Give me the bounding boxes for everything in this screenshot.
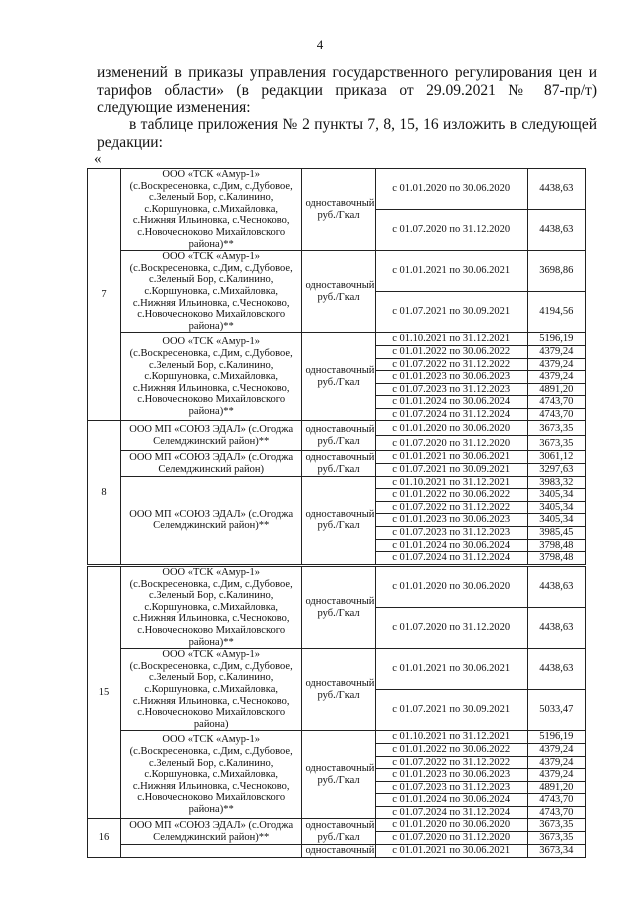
item-number: 15 xyxy=(88,567,121,819)
tariff-period: с 01.10.2021 по 31.12.2021 xyxy=(375,333,527,346)
tariff-value: 3673,35 xyxy=(527,421,585,436)
tariff-period: с 01.07.2020 по 31.12.2020 xyxy=(375,436,527,451)
tariff-period: с 01.07.2020 по 31.12.2020 xyxy=(375,210,527,251)
tariff-unit: одноставочный xyxy=(302,844,375,857)
tariff-value: 4438,63 xyxy=(527,169,585,210)
tariff-value: 3673,35 xyxy=(527,436,585,451)
tariff-value: 4891,20 xyxy=(527,781,585,794)
tariff-period: с 01.07.2024 по 31.12.2024 xyxy=(375,806,527,819)
tariff-period: с 01.01.2022 по 30.06.2022 xyxy=(375,743,527,756)
organization-name: ООО МП «СОЮЗ ЭДАЛ» (с.Огоджа Селемджинский район)** xyxy=(120,819,302,844)
tariff-period: с 01.07.2020 по 31.12.2020 xyxy=(375,608,527,649)
table-row xyxy=(88,333,586,346)
page-number: 4 xyxy=(316,37,324,52)
tariff-value: 4194,56 xyxy=(527,292,585,333)
tariff-table-2 xyxy=(87,566,586,858)
item-number: 8 xyxy=(88,421,121,564)
tariff-period: с 01.10.2021 по 31.12.2021 xyxy=(375,731,527,744)
tariff-value: 4379,24 xyxy=(527,756,585,769)
table-row xyxy=(88,844,586,857)
organization-name: ООО «ТСК «Амур-1» (с.Воскресеновка, с.Дим, с.Дубовое, с.Зеленый Бор, с.Калинино, с.Коршуновка, с.Михайловка, с.Нижняя Ильиновка, с.Чесноково, с.Новочесноково Михайловского района)** xyxy=(120,731,302,819)
tariff-period: с 01.01.2021 по 30.06.2021 xyxy=(375,451,527,464)
tariff-table-1 xyxy=(87,168,586,565)
opening-quote: « xyxy=(94,151,102,167)
tariff-value: 4438,63 xyxy=(527,567,585,608)
tariff-period: с 01.07.2023 по 31.12.2023 xyxy=(375,527,527,540)
tariff-period: с 01.01.2021 по 30.06.2021 xyxy=(375,844,527,857)
organization-name: ООО «ТСК «Амур-1» (с.Воскресеновка, с.Дим, с.Дубовое, с.Зеленый Бор, с.Калинино, с.Коршуновка, с.Михайловка, с.Нижняя Ильиновка, с.Чесноково, с.Новочесноково Михайловского района)** xyxy=(120,333,302,421)
organization-name xyxy=(120,844,302,857)
tariff-unit: одноставочный руб./Гкал xyxy=(302,333,375,421)
tariff-period: с 01.01.2024 по 30.06.2024 xyxy=(375,539,527,552)
organization-name: ООО «ТСК «Амур-1» (с.Воскресеновка, с.Дим, с.Дубовое, с.Зеленый Бор, с.Калинино, с.Коршуновка, с.Михайловка, с.Нижняя Ильиновка, с.Чесноково, с.Новочесноково Михайловского района) xyxy=(120,649,302,731)
tariff-period: с 01.07.2023 по 31.12.2023 xyxy=(375,383,527,396)
tariff-period: с 01.01.2021 по 30.06.2021 xyxy=(375,251,527,292)
instruction-paragraph: в таблице приложения № 2 пункты 7, 8, 15, 16 изложить в следующей редакции: xyxy=(97,116,597,151)
table-row xyxy=(88,567,586,608)
organization-name: ООО «ТСК «Амур-1» (с.Воскресеновка, с.Дим, с.Дубовое, с.Зеленый Бор, с.Калинино, с.Коршуновка, с.Михайловка, с.Нижняя Ильиновка, с.Чесноково, с.Новочесноково Михайловского района)** xyxy=(120,251,302,333)
tariff-value: 3405,34 xyxy=(527,489,585,502)
tariff-value: 4379,24 xyxy=(527,743,585,756)
tariff-unit: одноставочный руб./Гкал xyxy=(302,251,375,333)
table-row xyxy=(88,421,586,436)
tariff-period: с 01.01.2020 по 30.06.2020 xyxy=(375,169,527,210)
tariff-period: с 01.07.2021 по 30.09.2021 xyxy=(375,464,527,477)
organization-name: ООО МП «СОЮЗ ЭДАЛ» (с.Огоджа Селемджинский район)** xyxy=(120,476,302,564)
tariff-period: с 01.01.2023 по 30.06.2023 xyxy=(375,371,527,384)
tariff-period: с 01.07.2021 по 30.09.2021 xyxy=(375,690,527,731)
tariff-unit: одноставочный руб./Гкал xyxy=(302,819,375,844)
tariff-unit: одноставочный руб./Гкал xyxy=(302,451,375,476)
tariff-period: с 01.07.2024 по 31.12.2024 xyxy=(375,408,527,421)
tariff-value: 4743,70 xyxy=(527,396,585,409)
item-number: 16 xyxy=(88,819,121,857)
tariff-value: 5033,47 xyxy=(527,690,585,731)
tariff-unit: одноставочный руб./Гкал xyxy=(302,169,375,251)
tariff-value: 4438,63 xyxy=(527,210,585,251)
tariff-value: 4379,24 xyxy=(527,358,585,371)
tariff-period: с 01.07.2024 по 31.12.2024 xyxy=(375,552,527,565)
tariff-value: 4379,24 xyxy=(527,345,585,358)
tariff-period: с 01.01.2023 по 30.06.2023 xyxy=(375,769,527,782)
tariff-unit: одноставочный руб./Гкал xyxy=(302,567,375,649)
organization-name: ООО МП «СОЮЗ ЭДАЛ» (с.Огоджа Селемджинский район) xyxy=(120,451,302,476)
tariff-period: с 01.01.2020 по 30.06.2020 xyxy=(375,567,527,608)
tariff-period: с 01.01.2023 по 30.06.2023 xyxy=(375,514,527,527)
tariff-period: с 01.07.2020 по 31.12.2020 xyxy=(375,832,527,845)
tariff-period: с 01.10.2021 по 31.12.2021 xyxy=(375,476,527,489)
item-number: 7 xyxy=(88,169,121,421)
tariff-value: 3673,35 xyxy=(527,819,585,832)
tariff-unit: одноставочный руб./Гкал xyxy=(302,731,375,819)
table-row xyxy=(88,169,586,210)
tariff-period: с 01.01.2022 по 30.06.2022 xyxy=(375,345,527,358)
tariff-value: 3798,48 xyxy=(527,552,585,565)
tariff-value: 3405,34 xyxy=(527,514,585,527)
tariff-value: 3297,63 xyxy=(527,464,585,477)
intro-paragraph: изменений в приказы управления государственного регулирования цен и тарифов области» (в редакции приказа от 29.09.2021 № 87-пр/т) следующие изменения: xyxy=(97,64,597,116)
tariff-unit: одноставочный руб./Гкал xyxy=(302,649,375,731)
tariff-value: 3798,48 xyxy=(527,539,585,552)
tariff-period: с 01.07.2022 по 31.12.2022 xyxy=(375,756,527,769)
tariff-period: с 01.07.2021 по 30.09.2021 xyxy=(375,292,527,333)
table-row xyxy=(88,476,586,489)
tariff-value: 4891,20 xyxy=(527,383,585,396)
table-row xyxy=(88,819,586,832)
table-row xyxy=(88,731,586,744)
tariff-value: 4438,63 xyxy=(527,649,585,690)
tariff-value: 4743,70 xyxy=(527,408,585,421)
tariff-period: с 01.01.2022 по 30.06.2022 xyxy=(375,489,527,502)
tariff-value: 3405,34 xyxy=(527,501,585,514)
tariff-period: с 01.01.2024 по 30.06.2024 xyxy=(375,396,527,409)
organization-name: ООО «ТСК «Амур-1» (с.Воскресеновка, с.Дим, с.Дубовое, с.Зеленый Бор, с.Калинино, с.Коршуновка, с.Михайловка, с.Нижняя Ильиновка, с.Чесноково, с.Новочесноково Михайловского района)** xyxy=(120,567,302,649)
tariff-period: с 01.07.2023 по 31.12.2023 xyxy=(375,781,527,794)
tariff-value: 4379,24 xyxy=(527,371,585,384)
tariff-value: 3698,86 xyxy=(527,251,585,292)
tariff-unit: одноставочный руб./Гкал xyxy=(302,421,375,451)
tariff-unit: одноставочный руб./Гкал xyxy=(302,476,375,564)
table-row xyxy=(88,251,586,292)
tariff-period: с 01.01.2024 по 30.06.2024 xyxy=(375,794,527,807)
tariff-value: 4438,63 xyxy=(527,608,585,649)
tariff-value: 3983,32 xyxy=(527,476,585,489)
tariff-period: с 01.07.2022 по 31.12.2022 xyxy=(375,358,527,371)
tariff-value: 3061,12 xyxy=(527,451,585,464)
table-row xyxy=(88,451,586,464)
tariff-value: 4379,24 xyxy=(527,769,585,782)
organization-name: ООО «ТСК «Амур-1» (с.Воскресеновка, с.Дим, с.Дубовое, с.Зеленый Бор, с.Калинино, с.Коршуновка, с.Михайловка, с.Нижняя Ильиновка, с.Чесноково, с.Новочесноково Михайловского района)** xyxy=(120,169,302,251)
organization-name: ООО МП «СОЮЗ ЭДАЛ» (с.Огоджа Селемджинский район)** xyxy=(120,421,302,451)
tariff-value: 5196,19 xyxy=(527,333,585,346)
tariff-period: с 01.01.2020 по 30.06.2020 xyxy=(375,421,527,436)
tariff-value: 3673,34 xyxy=(527,844,585,857)
tariff-value: 5196,19 xyxy=(527,731,585,744)
tariff-value: 3985,45 xyxy=(527,527,585,540)
table-row xyxy=(88,649,586,690)
tariff-period: с 01.01.2021 по 30.06.2021 xyxy=(375,649,527,690)
tariff-period: с 01.07.2022 по 31.12.2022 xyxy=(375,501,527,514)
tariff-period: с 01.01.2020 по 30.06.2020 xyxy=(375,819,527,832)
tariff-value: 4743,70 xyxy=(527,794,585,807)
tariff-value: 3673,35 xyxy=(527,832,585,845)
tariff-value: 4743,70 xyxy=(527,806,585,819)
